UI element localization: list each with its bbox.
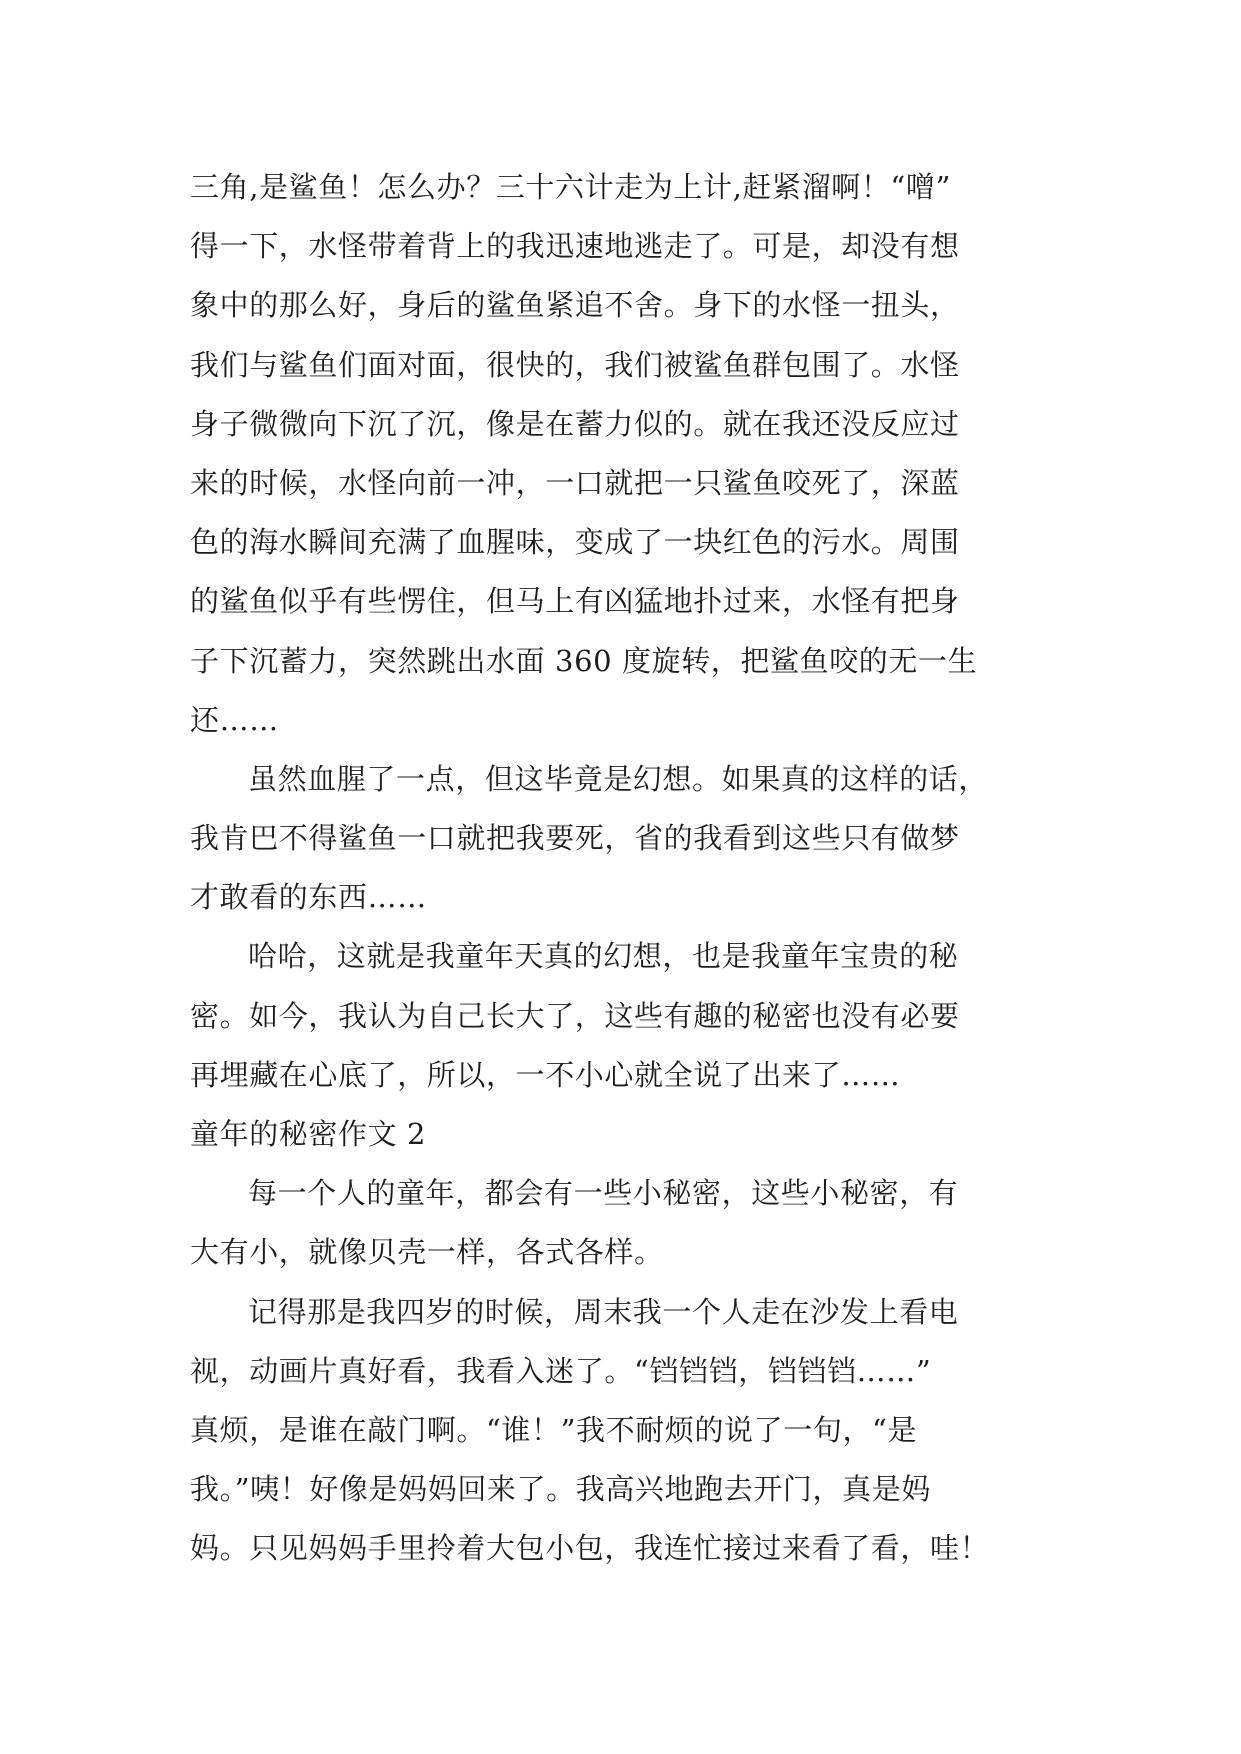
paragraph-first-line: 虽然血腥了一点，但这毕竟是幻想。如果真的这样的话， xyxy=(248,761,989,796)
text-line: 象中的那么好，身后的鲨鱼紧追不舍。身下的水怪一扭头， xyxy=(190,288,960,323)
section-heading: 童年的秘密作文 2 xyxy=(190,1117,427,1151)
text-line: 来的时候，水怪向前一冲，一口就把一只鲨鱼咬死了，深蓝 xyxy=(190,465,960,500)
paragraph-first-line: 哈哈，这就是我童年天真的幻想，也是我童年宝贵的秘 xyxy=(248,939,959,974)
text-line: 色的海水瞬间充满了血腥味，变成了一块红色的污水。周围 xyxy=(190,525,960,560)
document-body xyxy=(190,158,1090,1579)
text-line: 真烦，是谁在敲门啊。“谁！”我不耐烦的说了一句，“是 xyxy=(190,1412,918,1447)
text-line: 妈。只见妈妈手里拎着大包小包，我连忙接过来看了看，哇！ xyxy=(190,1531,990,1566)
paragraph-first-line: 记得那是我四岁的时候，周末我一个人走在沙发上看电 xyxy=(248,1294,959,1329)
text-line: 密。如今，我认为自己长大了，这些有趣的秘密也没有必要 xyxy=(190,998,960,1033)
text-line: 子下沉蓄力，突然跳出水面 360 度旋转，把鲨鱼咬的无一生 xyxy=(190,643,978,678)
text-line: 才敢看的东西…… xyxy=(190,880,427,915)
paragraph-first-line: 每一个人的童年，都会有一些小秘密，这些小秘密，有 xyxy=(248,1176,959,1211)
text-line: 视，动画片真好看，我看入迷了。“铛铛铛，铛铛铛……” xyxy=(190,1353,932,1388)
text-line: 还…… xyxy=(190,702,279,737)
text-line: 我。”咦！好像是妈妈回来了。我高兴地跑去开门，真是妈 xyxy=(190,1472,931,1507)
text-line: 大有小，就像贝壳一样，各式各样。 xyxy=(190,1235,664,1270)
text-line: 我肯巴不得鲨鱼一口就把我要死，省的我看到这些只有做梦 xyxy=(190,821,960,856)
text-line: 我们与鲨鱼们面对面，很快的，我们被鲨鱼群包围了。水怪 xyxy=(190,347,960,382)
text-line: 身子微微向下沉了沉，像是在蓄力似的。就在我还没反应过 xyxy=(190,406,960,441)
text-line: 的鲨鱼似乎有些愣住，但马上有凶猛地扑过来，水怪有把身 xyxy=(190,584,960,619)
text-line: 得一下，水怪带着背上的我迅速地逃走了。可是，却没有想 xyxy=(190,229,960,264)
text-line: 三角,是鲨鱼！怎么办？三十六计走为上计,赶紧溜啊！“噌” xyxy=(190,170,951,204)
text-line: 再埋藏在心底了，所以，一不小心就全说了出来了…… xyxy=(190,1057,901,1092)
